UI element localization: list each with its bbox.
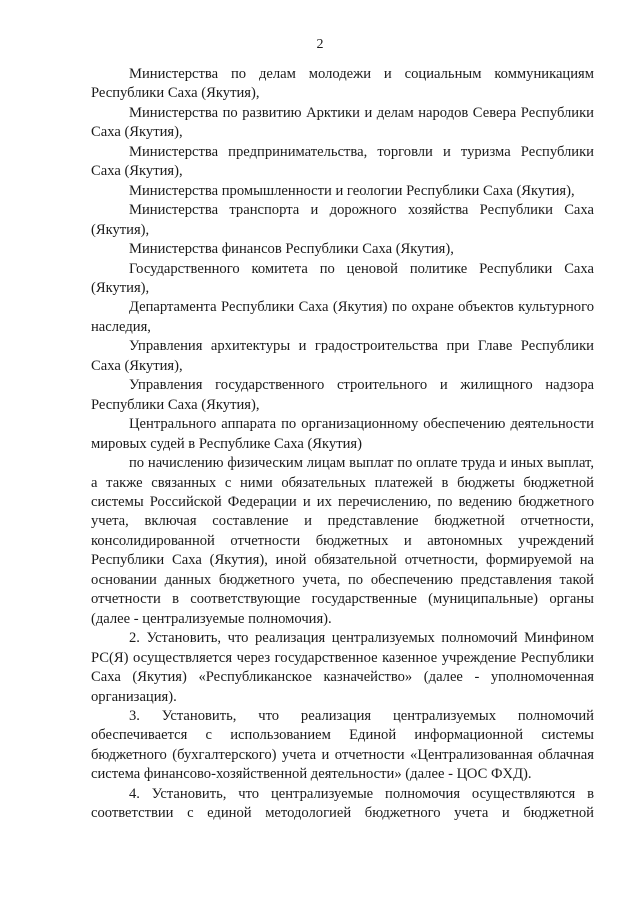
paragraph-ministry-entrepreneurship: Министерства предпринимательства, торговли и туризма Республики Саха (Якутия), [91,143,594,180]
paragraph-price-committee: Государственного комитета по ценовой политике Республики Саха (Якутия), [91,260,594,296]
paragraph-clause-3: 3. Установить, что реализация централизуемых полномочий обеспечивается с использованием Единой информационной системы бюджетного (бухгалтерского) учета и отчетности «Централизованная облачная система финансово-хозяйственной деятельности» (далее - ЦОС ФХД). [91,707,594,783]
paragraph-ministry-youth: Министерства по делам молодежи и социальным коммуникациям Республики Саха (Якутия), [91,66,594,102]
paragraph-ministry-transport: Министерства транспорта и дорожного хозяйства Республики Саха (Якутия), [91,202,594,238]
paragraph-construction-supervision: Управления государственного строительного и жилищного надзора Республики Саха (Якутия), [91,377,594,413]
paragraph-ministry-finance: Министерства финансов Республики Саха (Якутия), [129,241,454,258]
paragraph-clause-4: 4. Установить, что централизуемые полномочия осуществляются в соответствии с единой методологией бюджетного учета и бюджетной [91,785,594,822]
paragraph-clause-2: 2. Установить, что реализация централизуемых полномочий Минфином РС(Я) осуществляется через государственное казенное учреждение Республики Саха (Якутия) «Республиканское казначейство» (далее - уполномоченная организация). [91,630,594,705]
paragraph-centralized-powers: по начислению физическим лицам выплат по оплате труда и иных выплат, а также связанных с ними обязательных платежей в бюджеты бюджетной системы Российской Федерации и их перечислению, по ведению бюджетного учета, включая составление и представление бюджетной отчетности, консолидированной отчетности бюджетных и автономных учреждений Республики Саха (Якутия), иной обязательной отчетности, формируемой на основании данных бюджетного учета, по обеспечению представления такой отчетности в соответствующие государственные (муниципальные) органы (далее - централизуемые полномочия). [91,455,594,627]
paragraph-architecture: Управления архитектуры и градостроительства при Главе Республики Саха (Якутия), [91,338,594,374]
paragraph-magistrates: Центрального аппарата по организационному обеспечению деятельности мировых судей в Республике Саха (Якутия) [91,416,594,452]
paragraph-ministry-arctic: Министерства по развитию Арктики и делам народов Севера Республики Саха (Якутия), [91,104,594,141]
page-number: 2 [316,37,324,52]
paragraph-cultural-heritage: Департамента Республики Саха (Якутия) по охране объектов культурного наследия, [91,299,594,335]
document-body [91,65,594,824]
paragraph-ministry-industry: Министерства промышленности и геологии Республики Саха (Якутия), [129,182,575,199]
